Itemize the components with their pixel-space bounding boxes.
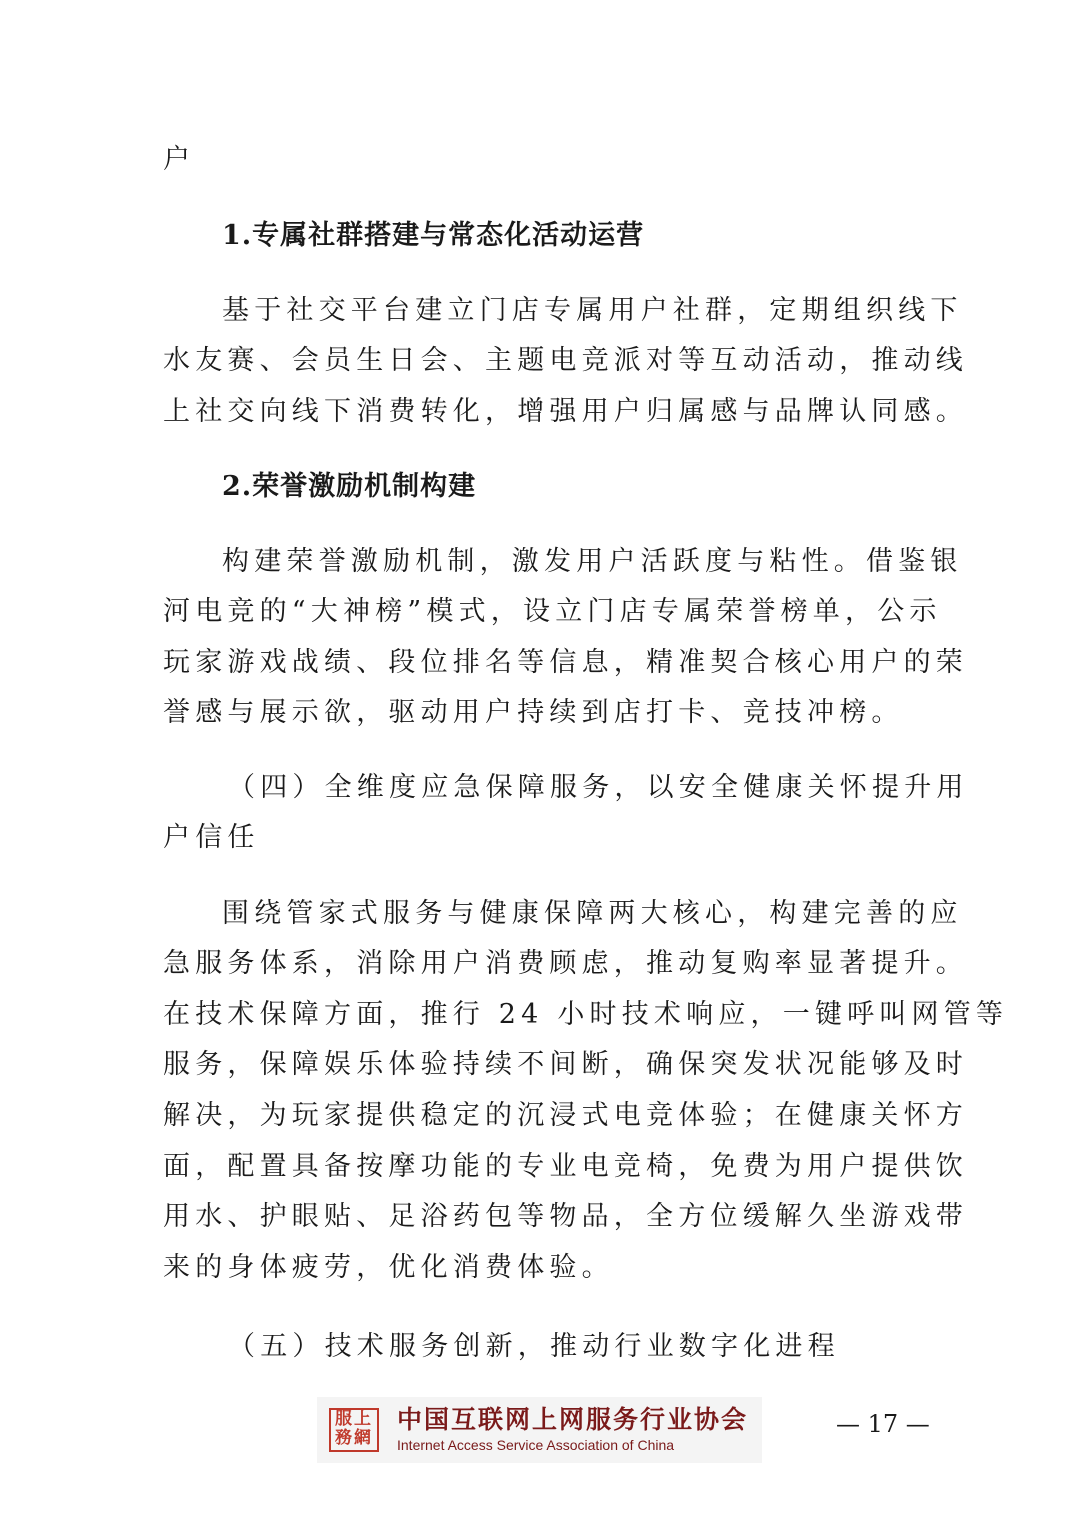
paragraph-line: 在技术保障方面，推行 24 小时技术响应，一键呼叫网管等 <box>163 999 1009 1030</box>
section-heading-4: （四）全维度应急保障服务，以安全健康关怀提升用 <box>228 772 969 803</box>
page-number: — 17 — <box>836 1410 930 1438</box>
subheading-2: 2.荣誉激励机制构建 <box>222 471 477 502</box>
seal-text-bottom: 務網 <box>335 1428 373 1448</box>
org-name-chinese: 中国互联网上网服务行业协会 <box>397 1405 749 1434</box>
paragraph-line: 解决，为玩家提供稳定的沉浸式电竞体验；在健康关怀方 <box>163 1100 968 1131</box>
paragraph-line: 围绕管家式服务与健康保障两大核心，构建完善的应 <box>222 898 963 929</box>
paragraph-line: 水友赛、会员生日会、主题电竞派对等互动活动，推动线 <box>163 345 968 376</box>
paragraph-line: 来的身体疲劳，优化消费体验。 <box>163 1252 614 1283</box>
seal-icon <box>329 1408 379 1452</box>
paragraph-line: 用水、护眼贴、足浴药包等物品，全方位缓解久坐游戏带 <box>163 1201 968 1232</box>
subheading-1: 1.专属社群搭建与常态化活动运营 <box>222 220 645 251</box>
paragraph-line: 誉感与展示欲，驱动用户持续到店打卡、竞技冲榜。 <box>163 697 904 728</box>
continuation-line: 户 <box>163 144 196 175</box>
paragraph-line: 玩家游戏战绩、段位排名等信息，精准契合核心用户的荣 <box>163 647 968 678</box>
paragraph-line: 河电竞的“大神榜”模式，设立门店专属荣誉榜单，公示 <box>163 596 942 627</box>
paragraph-line: 上社交向线下消费转化，增强用户归属感与品牌认同感。 <box>163 396 968 427</box>
paragraph-line: 面，配置具备按摩功能的专业电竞椅，免费为用户提供饮 <box>163 1151 968 1182</box>
section-heading-5: （五）技术服务创新，推动行业数字化进程 <box>228 1331 840 1362</box>
seal-text-top: 服上 <box>335 1409 373 1429</box>
paragraph-line: 服务，保障娱乐体验持续不间断，确保突发状况能够及时 <box>163 1049 968 1080</box>
paragraph-line: 基于社交平台建立门店专属用户社群，定期组织线下 <box>222 295 963 326</box>
paragraph-line: 急服务体系，消除用户消费顾虑，推动复购率显著提升。 <box>163 948 968 979</box>
section-heading-4-cont: 户信任 <box>163 822 260 853</box>
paragraph-line: 构建荣誉激励机制，激发用户活跃度与粘性。借鉴银 <box>222 546 963 577</box>
org-name-english: Internet Access Service Association of China <box>397 1437 675 1453</box>
association-logo <box>317 1397 762 1463</box>
